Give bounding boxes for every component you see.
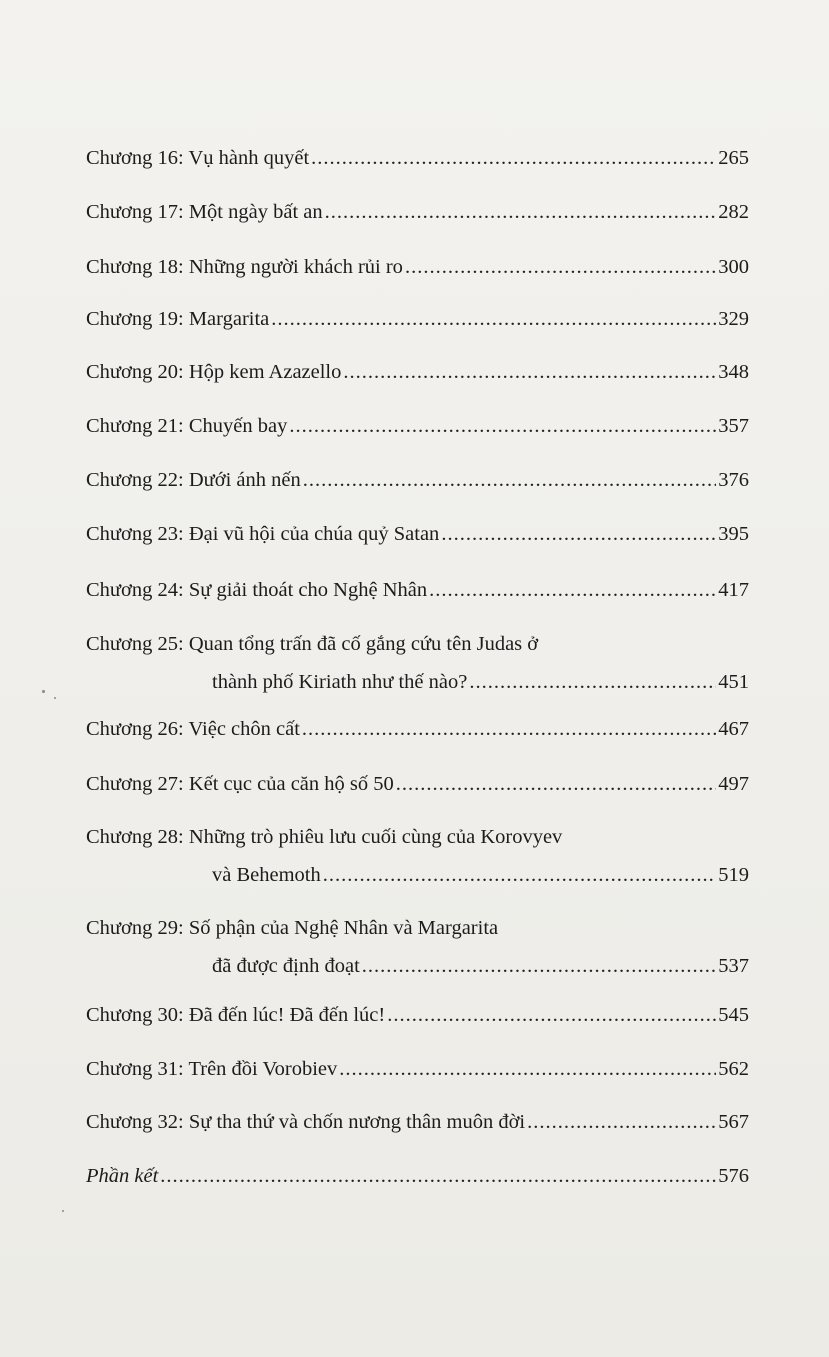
toc-entry: [86, 255, 749, 279]
toc-entry-label: Chương 30: Đã đến lúc! Đã đến lúc!: [86, 1004, 386, 1026]
toc-entry-page: 467: [718, 718, 749, 740]
toc-entry: [86, 632, 749, 694]
toc-entry-page: 576: [718, 1165, 749, 1187]
toc-entry-label: Chương 27: Kết cục của căn hộ số 50: [86, 773, 394, 795]
toc-entry-label: Chương 17: Một ngày bất an: [86, 201, 323, 223]
paper-speck: [54, 697, 56, 699]
leader-dots: [289, 414, 716, 438]
toc-entry-label: Chương 29: Số phận của Nghệ Nhân và Margarita: [86, 917, 499, 939]
toc-entry-page: 376: [718, 469, 749, 491]
toc-entry-page: 395: [718, 523, 749, 545]
toc-entry-page: 348: [718, 361, 749, 383]
toc-entry-label: Chương 20: Hộp kem Azazello: [86, 361, 342, 383]
toc-entry: [86, 1110, 749, 1134]
toc-entry-page: 562: [718, 1058, 749, 1080]
paper-speck: [42, 690, 45, 693]
leader-dots: [323, 863, 717, 887]
leader-dots: [527, 1110, 716, 1134]
toc-entry-page: 519: [718, 864, 749, 886]
toc-entry-page: 451: [718, 671, 749, 693]
leader-dots: [303, 468, 717, 492]
toc-entry-page: 282: [718, 201, 749, 223]
leader-dots: [387, 1003, 716, 1027]
toc-entry: [86, 468, 749, 492]
toc-entry-page: 545: [718, 1004, 749, 1026]
toc-entry: [86, 1057, 749, 1081]
toc-entry-page: 537: [718, 955, 749, 977]
toc-entry-page: 417: [718, 579, 749, 601]
leader-dots: [339, 1057, 716, 1081]
leader-dots: [302, 717, 716, 741]
toc-entry: [86, 772, 749, 796]
leader-dots: [343, 360, 716, 384]
toc-entry: [86, 414, 749, 438]
toc-entry-label: Chương 16: Vụ hành quyết: [86, 147, 310, 169]
toc-entry: [86, 916, 749, 978]
toc-entry: [86, 200, 749, 224]
toc-entry: [86, 1003, 749, 1027]
toc-entry-label: Chương 24: Sự giải thoát cho Nghệ Nhân: [86, 579, 428, 601]
leader-dots: [396, 772, 717, 796]
toc-entry-label: Phần kết: [86, 1165, 159, 1187]
toc-entry: [86, 307, 749, 331]
toc-entry-page: 300: [718, 256, 749, 278]
toc-entry: [86, 146, 749, 170]
toc-entry: [86, 1164, 749, 1188]
leader-dots: [469, 670, 716, 694]
leader-dots: [271, 307, 716, 331]
leader-dots: [325, 200, 717, 224]
leader-dots: [429, 578, 716, 602]
leader-dots: [311, 146, 716, 170]
toc-entry-page: 329: [718, 308, 749, 330]
toc-entry-label: Chương 23: Đại vũ hội của chúa quỷ Satan: [86, 523, 440, 545]
toc-entry-label: Chương 28: Những trò phiêu lưu cuối cùng của Korovyev: [86, 826, 563, 848]
toc-entry-continuation: thành phố Kiriath như thế nào?: [212, 671, 468, 693]
toc-entry-page: 357: [718, 415, 749, 437]
toc-entry-page: 265: [718, 147, 749, 169]
toc-entry: [86, 522, 749, 546]
toc-entry-continuation: đã được định đoạt: [212, 955, 360, 977]
bleed-through-text: [90, 60, 770, 1160]
toc-entry-label: Chương 32: Sự tha thứ và chốn nương thân muôn đời: [86, 1111, 526, 1133]
leader-dots: [362, 954, 716, 978]
toc-entry-page: 567: [718, 1111, 749, 1133]
toc-entry-continuation: và Behemoth: [212, 864, 321, 886]
toc-entry-label: Chương 18: Những người khách rủi ro: [86, 256, 403, 278]
toc-entry-page: 497: [718, 773, 749, 795]
toc-entry-label: Chương 22: Dưới ánh nến: [86, 469, 301, 491]
toc-entry-label: Chương 26: Việc chôn cất: [86, 718, 300, 740]
leader-dots: [405, 255, 716, 279]
toc-entry-label: Chương 25: Quan tổng trấn đã cố gắng cứu tên Judas ở: [86, 633, 539, 655]
toc-entry: [86, 825, 749, 887]
paper-speck: [62, 1210, 64, 1212]
toc-entry: [86, 360, 749, 384]
toc-entry-label: Chương 19: Margarita: [86, 308, 270, 330]
toc-entry-label: Chương 21: Chuyến bay: [86, 415, 288, 437]
leader-dots: [441, 522, 716, 546]
toc-entry-label: Chương 31: Trên đồi Vorobiev: [86, 1058, 338, 1080]
toc-entry: [86, 578, 749, 602]
leader-dots: [160, 1164, 716, 1188]
toc-entry: [86, 717, 749, 741]
